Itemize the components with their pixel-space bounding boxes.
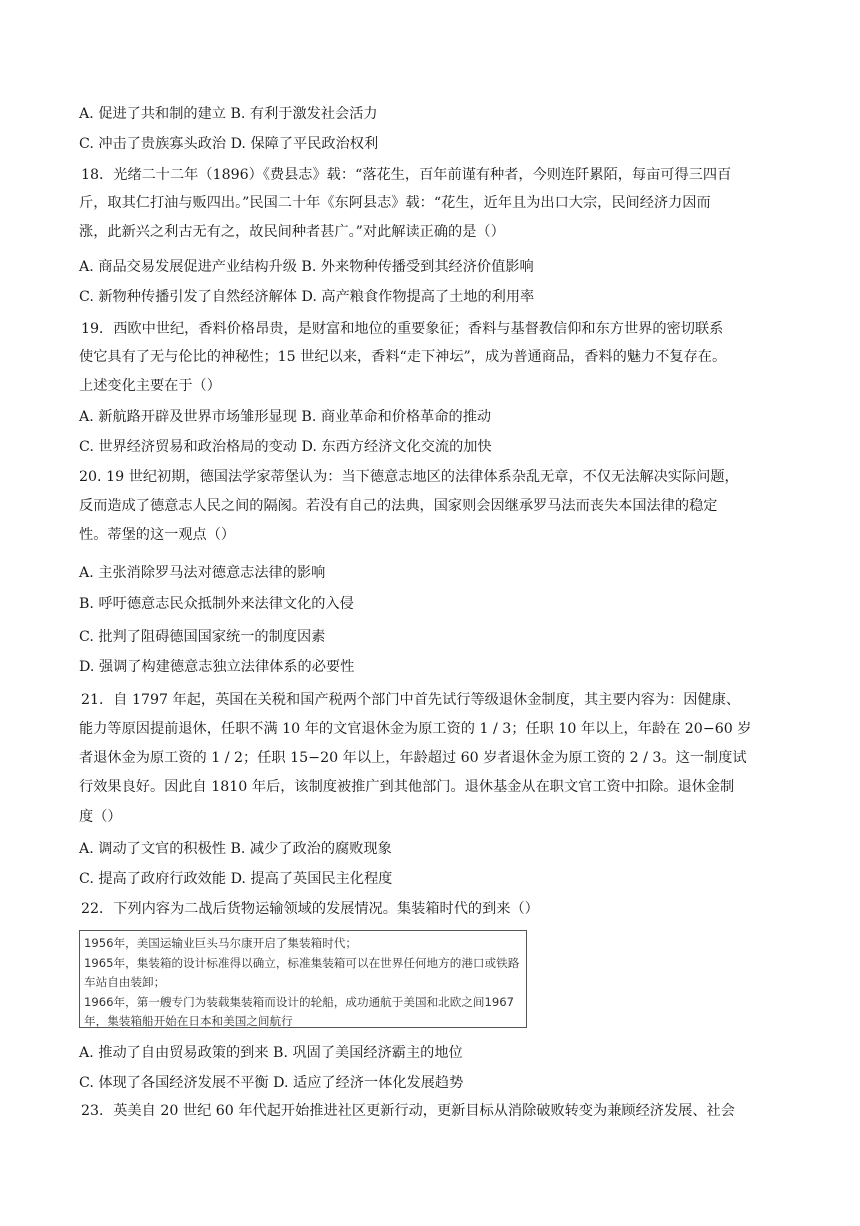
- question-20-text: 20. 19 世纪初期，德国法学家蒂堡认为：当下德意志地区的法律体系杂乱无章，不仅无法解决实际问题，: [79, 469, 739, 485]
- box-line: 1965年，集装箱的设计标准得以确立，标准集装箱可以在世界任何地方的港口或铁路: [84, 955, 520, 970]
- box-line: 车站自由装卸；: [84, 975, 166, 989]
- answer-options-18-ab: A. 商品交易发展促进产业结构升级 B. 外来物种传播受到其经济价值影响: [79, 259, 534, 275]
- source-material-box: [79, 930, 527, 1028]
- answer-option-20-c: C. 批判了阻碍德国国家统一的制度因素: [79, 629, 326, 645]
- answer-options-19-cd: C. 世界经济贸易和政治格局的变动 D. 东西方经济文化交流的加快: [79, 439, 492, 455]
- answer-options-21-ab: A. 调动了文官的积极性 B. 减少了政治的腐败现象: [79, 841, 392, 857]
- question-21-text: 能力等原因提前退休，任职不满 10 年的文官退休金为原工资的 1 / 3；任职 10 年以上，年龄在 20−60 岁: [79, 721, 752, 737]
- box-line: 1966年，第一艘专门为装载集装箱而设计的轮船，成功通航于美国和北欧之间1967: [84, 994, 515, 1009]
- question-19-text: 19．西欧中世纪，香料价格昂贵，是财富和地位的重要象征；香料与基督教信仰和东方世界的密切联系: [81, 321, 724, 337]
- question-21-text: 行效果良好。因此自 1810 年后，该制度被推广到其他部门。退休基金从在职文官工资中扣除。退休金制: [79, 779, 735, 795]
- question-21-text: 度（）: [79, 809, 122, 825]
- answer-option-20-a: A. 主张消除罗马法对德意志法律的影响: [79, 565, 326, 581]
- question-23-text: 23．英美自 20 世纪 60 年代起开始推进社区更新行动，更新目标从消除破败转变为兼顾经济发展、社会: [81, 1103, 735, 1119]
- question-22-text: 22．下列内容为二战后货物运输领域的发展情况。集装箱时代的到来（）: [81, 901, 539, 917]
- answer-options-19-ab: A. 新航路开辟及世界市场雏形显现 B. 商业革命和价格革命的推动: [79, 409, 492, 425]
- answer-option-20-d: D. 强调了构建德意志独立法律体系的必要性: [79, 659, 355, 675]
- answer-options-18-cd: C. 新物种传播引发了自然经济解体 D. 高产粮食作物提高了土地的利用率: [79, 289, 535, 305]
- answer-option-20-b: B. 呼吁德意志民众抵制外来法律文化的入侵: [79, 596, 354, 612]
- question-21-text: 者退休金为原工资的 1 / 2；任职 15−20 年以上，年龄超过 60 岁者退休金为原工资的 2 / 3。这一制度试: [79, 750, 747, 766]
- answer-options-17-ab: A. 促进了共和制的建立 B. 有利于激发社会活力: [79, 106, 378, 122]
- answer-options-17-cd: C. 冲击了贵族寡头政治 D. 保障了平民政治权利: [79, 136, 379, 152]
- question-18-text: 涨，此新兴之利古无有之，故民间种者甚广。”对此解读正确的是（）: [79, 224, 505, 240]
- question-20-text: 性。蒂堡的这一观点（）: [79, 527, 236, 543]
- question-19-text: 使它具有了无与伦比的神秘性；15 世纪以来，香料“走下神坛”，成为普通商品，香料的魅力不复存在。: [79, 349, 727, 365]
- question-18-text: 18．光绪二十二年（1896）《费县志》载：“落花生，百年前谨有种者，今则连阡累陌，每亩可得三四百: [81, 167, 732, 183]
- question-20-text: 反而造成了德意志人民之间的隔阂。若没有自己的法典，国家则会因继承罗马法而丧失本国法律的稳定: [79, 498, 718, 514]
- question-19-text: 上述变化主要在于（）: [79, 378, 221, 394]
- answer-options-22-ab: A. 推动了自由贸易政策的到来 B. 巩固了美国经济霸主的地位: [79, 1045, 463, 1061]
- question-21-text: 21．自 1797 年起，英国在关税和国产税两个部门中首先试行等级退休金制度，其主要内容为：因健康、: [81, 692, 741, 708]
- box-line: 年，集装箱船开始在日本和美国之间航行: [84, 1014, 293, 1028]
- answer-options-21-cd: C. 提高了政府行政效能 D. 提高了英国民主化程度: [79, 871, 393, 887]
- box-line: 1956年，美国运输业巨头马尔康开启了集装箱时代；: [84, 936, 357, 950]
- answer-options-22-cd: C. 体现了各国经济发展不平衡 D. 适应了经济一体化发展趋势: [79, 1075, 464, 1091]
- question-18-text: 斤，取其仁打油与贩四出。”民国二十年《东阿县志》载：“花生，近年且为出口大宗，民间经济力因而: [79, 195, 711, 211]
